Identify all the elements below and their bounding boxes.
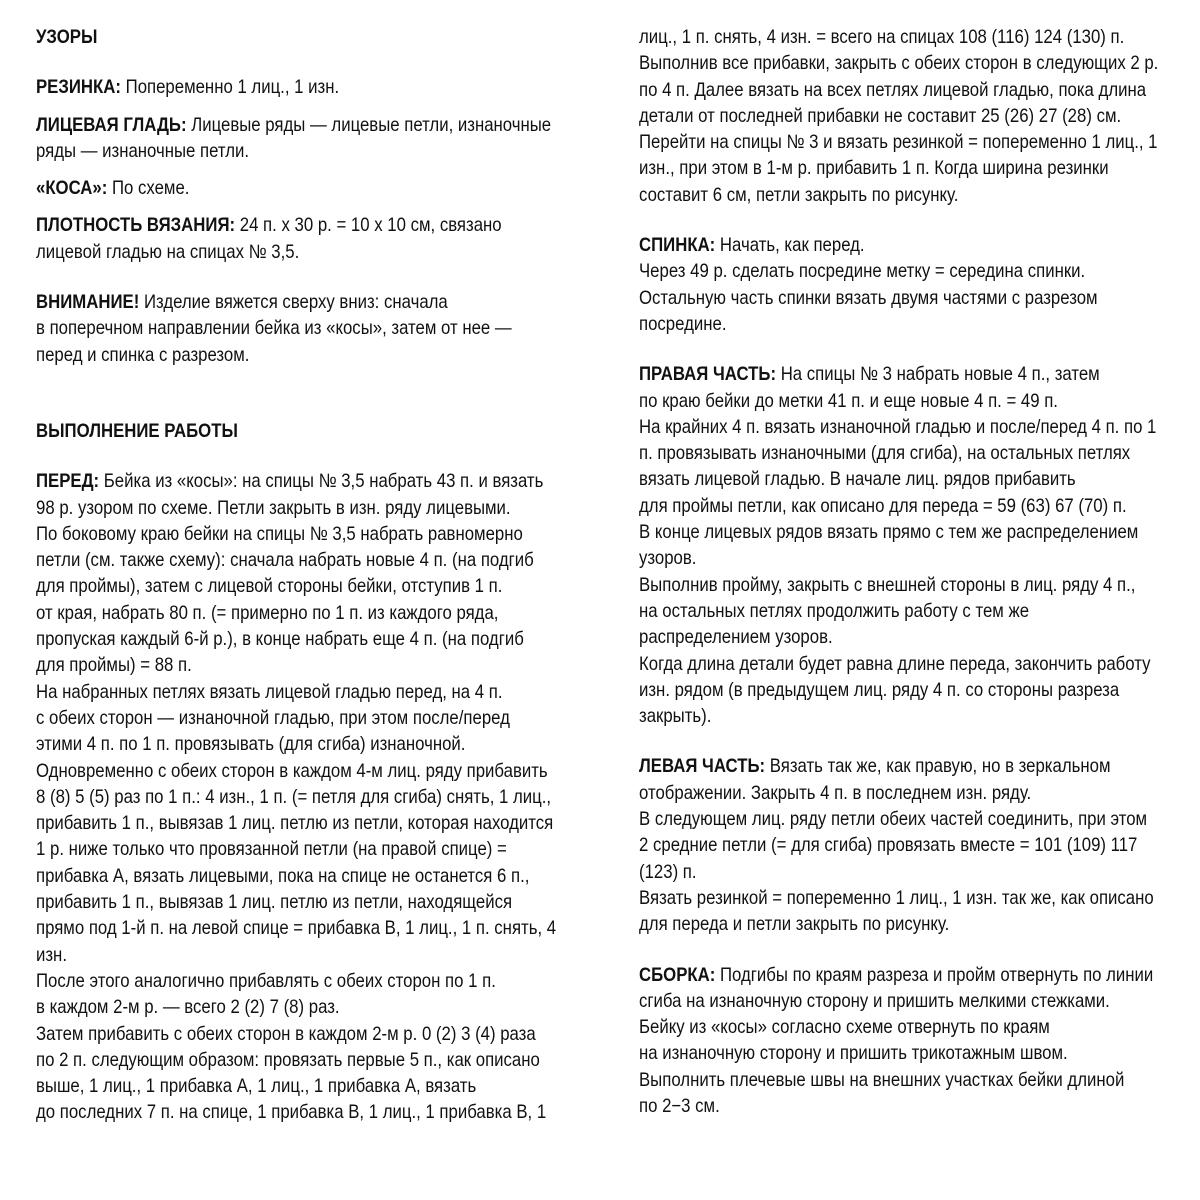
text-line: (123) п. (639, 860, 697, 883)
text-line: 8 (8) 5 (5) раз по 1 п.: 4 изн., 1 п. (= петля для сгиба) снять, 1 лиц., (36, 785, 552, 808)
text-line: прибавить 1 п., вывязав 1 лиц. петлю из петли, которая находится (36, 812, 554, 835)
text-line: На крайних 4 п. вязать изнаночной гладью и после/перед 4 п. по 1 (639, 415, 1157, 438)
text-line: пропуская каждый 6-й р.), в конце набрать еще 4 п. (на подгиб (36, 628, 524, 651)
text-line: Выполнить плечевые швы на внешних участках бейки длиной (639, 1068, 1125, 1091)
text-line: посредине. (639, 312, 727, 335)
text-line: на остальных петлях продолжить работу с тем же (639, 599, 1030, 622)
text-line: 98 р. узором по схеме. Петли закрыть в изн. ряду лицевыми. (36, 496, 511, 519)
text-line: Бейку из «косы» согласно схеме отвернуть по краям (639, 1016, 1050, 1039)
left-part-paragraph: ЛЕВАЯ ЧАСТЬ: Вязать так же, как правую, но в зеркальном (639, 755, 1111, 778)
text-line: лиц., 1 п. снять, 4 изн. = всего на спицах 108 (116) 124 (130) п. (639, 26, 1125, 48)
text-line: Выполнив пройму, закрыть с внешней стороны в лиц. ряду 4 п., (639, 573, 1136, 596)
text-line: составит 6 см, петли закрыть по рисунку. (639, 183, 959, 206)
attention-line: перед и спинка с разрезом. (36, 343, 250, 366)
text-line: для проймы), затем с лицевой стороны бейки, отступив 1 п. (36, 575, 503, 598)
front-lines (36, 495, 583, 1126)
patterns-title: УЗОРЫ (36, 26, 98, 48)
text-line: На набранных петлях вязать лицевой гладью перед, на 4 п. (36, 680, 503, 703)
stockinette-line: ряды — изнаночные петли. (36, 139, 250, 162)
text-line: п. провязывать изнаночными (для сгиба), на остальных петлях (639, 442, 1131, 465)
text-line: Когда длина детали будет равна длине переда, закончить работу (639, 652, 1151, 675)
gauge-paragraph: ПЛОТНОСТЬ ВЯЗАНИЯ: 24 п. х 30 р. = 10 х 10 см, связано (36, 214, 502, 237)
left-part-lines (639, 780, 1168, 938)
text-line: прибавить 1 п., вывязав 1 лиц. петлю из петли, находящейся (36, 891, 513, 914)
right-part-lines (639, 388, 1168, 730)
text-line: После этого аналогично прибавлять с обеих сторон по 1 п. (36, 969, 496, 992)
rib-paragraph: РЕЗИНКА: Попеременно 1 лиц., 1 изн. (36, 76, 340, 99)
assembly-paragraph: СБОРКА: Подгибы по краям разреза и пройм отвернуть по линии (639, 963, 1154, 986)
text-line: 2 средние петли (= для сгиба) провязать вместе = 101 (109) 117 (639, 834, 1138, 857)
text-line: от края, набрать 80 п. (= примерно по 1 п. из каждого ряда, (36, 601, 499, 624)
front-paragraph: ПЕРЕД: Бейка из «косы»: на спицы № 3,5 набрать 43 п. и вязать (36, 470, 544, 493)
text-line: Вязать резинкой = попеременно 1 лиц., 1 изн. так же, как описано (639, 886, 1154, 909)
text-line: в каждом 2-м р. — всего 2 (2) 7 (8) раз. (36, 996, 340, 1019)
text-line: с обеих сторон — изнаночной гладью, при этом после/перед (36, 706, 510, 729)
text-line: 1 р. ниже только что провязанной петли (на правой спице) = (36, 838, 507, 861)
text-line: Выполнив все прибавки, закрыть с обеих сторон в следующих 2 р. (639, 52, 1159, 75)
text-line: изн., при этом в 1-м р. прибавить 1 п. Когда ширина резинки (639, 157, 1109, 180)
text-line: по краю бейки до метки 41 п. и еще новые 4 п. = 49 п. (639, 389, 1058, 412)
text-line: для переда и петли закрыть по рисунку. (639, 913, 950, 936)
right-part-paragraph: ПРАВАЯ ЧАСТЬ: На спицы № 3 набрать новые 4 п., затем (639, 363, 1100, 386)
text-line: детали от последней прибавки не составит 25 (26) 27 (28) см. (639, 104, 1122, 127)
cable-paragraph: «КОСА»: По схеме. (36, 177, 190, 200)
text-line: выше, 1 лиц., 1 прибавка А, 1 лиц., 1 прибавка А, вязать (36, 1075, 477, 1098)
attention-paragraph: ВНИМАНИЕ! Изделие вяжется сверху вниз: сначала (36, 291, 448, 314)
gauge-line: лицевой гладью на спицах № 3,5. (36, 240, 300, 263)
text-line: Одновременно с обеих сторон в каждом 4-м лиц. ряду прибавить (36, 759, 548, 782)
text-line: узоров. (639, 547, 697, 570)
text-line: отображении. Закрыть 4 п. в последнем изн. ряду. (639, 781, 1032, 804)
text-line: изн. (36, 943, 67, 966)
text-line: изн. рядом (в предыдущем лиц. ряду 4 п. со стороны разреза (639, 678, 1120, 701)
right-column (639, 24, 1169, 1119)
left-column (36, 24, 584, 1126)
text-line: По боковому краю бейки на спицы № 3,5 набрать равномерно (36, 522, 523, 545)
text-line: по 2−3 см. (639, 1094, 720, 1117)
text-line: Затем прибавить с обеих сторон в каждом 2-м р. 0 (2) 3 (4) раза (36, 1022, 536, 1045)
front-continuation (639, 24, 1168, 208)
text-line: сгиба на изнаночную сторону и пришить мелкими стежками. (639, 989, 1110, 1012)
text-line: Через 49 р. сделать посредине метку = середина спинки. (639, 260, 1086, 283)
attention-line: в поперечном направлении бейка из «косы», затем от нее — (36, 317, 512, 340)
text-line: распределением узоров. (639, 626, 833, 649)
text-line: этими 4 п. по 1 п. провязывать (для сгиба) изнаночной. (36, 733, 466, 756)
text-line: В следующем лиц. ряду петли обеих частей соединить, при этом (639, 808, 1148, 831)
assembly-lines (639, 988, 1168, 1119)
text-line: Остальную часть спинки вязать двумя частями с разрезом (639, 286, 1098, 309)
text-line: Перейти на спицы № 3 и вязать резинкой = попеременно 1 лиц., 1 (639, 131, 1158, 154)
text-line: для проймы петли, как описано для переда = 59 (63) 67 (70) п. (639, 494, 1127, 517)
text-line: до последних 7 п. на спице, 1 прибавка В, 1 лиц., 1 прибавка В, 1 (36, 1101, 547, 1124)
text-line: прибавка А, вязать лицевыми, пока на спице не останется 6 п., (36, 864, 530, 887)
work-title: ВЫПОЛНЕНИЕ РАБОТЫ (36, 419, 238, 442)
back-paragraph: СПИНКА: Начать, как перед. (639, 234, 865, 257)
text-line: В конце лицевых рядов вязать прямо с тем же распределением (639, 521, 1139, 544)
text-line: закрыть). (639, 705, 712, 728)
stockinette-paragraph: ЛИЦЕВАЯ ГЛАДЬ: Лицевые ряды — лицевые петли, изнаночные (36, 113, 552, 136)
text-line: по 2 п. следующим образом: провязать первые 5 п., как описано (36, 1048, 540, 1071)
text-line: прямо под 1-й п. на левой спице = прибавка В, 1 лиц., 1 п. снять, 4 (36, 917, 557, 940)
text-line: вязать лицевой гладью. В начале лиц. рядов прибавить (639, 468, 1076, 491)
back-lines (639, 258, 1168, 337)
text-line: петли (см. также схему): сначала набрать новые 4 п. (на подгиб (36, 549, 534, 572)
text-line: на изнаночную сторону и пришить трикотажным швом. (639, 1042, 1068, 1065)
text-line: по 4 п. Далее вязать на всех петлях лицевой гладью, пока длина (639, 78, 1147, 101)
text-line: для проймы) = 88 п. (36, 654, 192, 677)
